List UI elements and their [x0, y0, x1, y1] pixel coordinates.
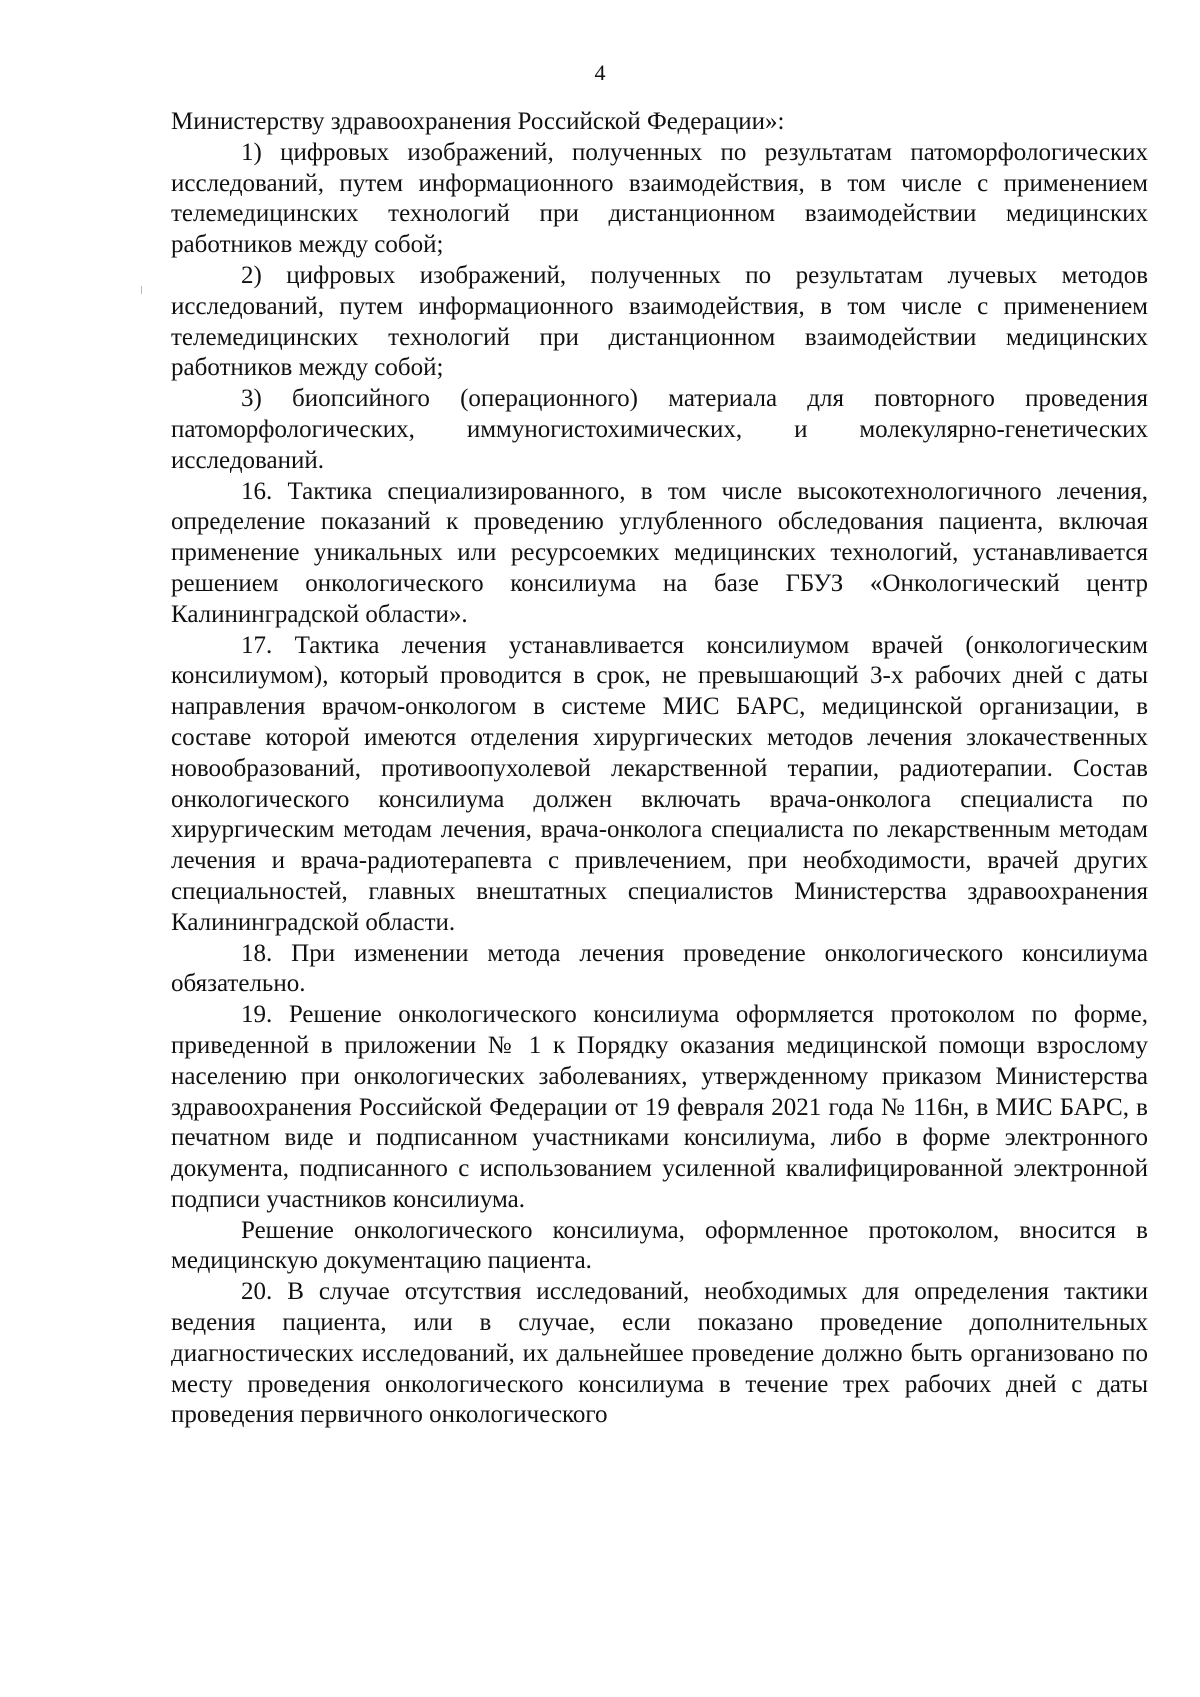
clause-20: 20. В случае отсутствия исследований, необходимых для определения тактики ведения пациента, или в случае, если показано проведение дополнительных диагностических исследований, их дальнейшее проведение должно быть организовано по месту проведения онкологического консилиума в течение трех рабочих дней с даты проведения первичного онкологического [171, 1278, 1148, 1429]
clause-19-decision-note: Решение онкологического консилиума, оформленное протоколом, вносится в медицинскую документацию пациента. [171, 1216, 1148, 1275]
list-item-2-radiology-images: 2) цифровых изображений, полученных по результатам лучевых методов исследований, путем информационного взаимодействия, в том числе с применением телемедицинских технологий при дистанционном взаимодействии медицинских работников между собой; [171, 261, 1148, 382]
document-body [171, 107, 1148, 1431]
clause-18: 18. При изменении метода лечения проведение онкологического консилиума обязательно. [171, 939, 1148, 998]
clause-17: 17. Тактика лечения устанавливается консилиумом врачей (онкологическим консилиумом), который проводится в срок, не превышающий 3-х рабочих дней с даты направления врачом-онкологом в системе МИС БАРС, медицинской организации, в составе которой имеются отделения хирургических методов лечения злокачественных новообразований, противоопухолевой лекарственной терапии, радиотерапии. Состав онкологического консилиума должен включать врача-онколога специалиста по хирургическим методам лечения, врача-онколога специалиста по лекарственным методам лечения и врача-радиотерапевта с привлечением, при необходимости, врачей других специальностей, главных внештатных специалистов Министерства здравоохранения Калининградской области. [171, 631, 1148, 936]
list-item-1-pathomorphology-images: 1) цифровых изображений, полученных по результатам патоморфологических исследований, путем информационного взаимодействия, в том числе с применением телемедицинских технологий при дистанционном взаимодействии медицинских работников между собой; [171, 138, 1148, 259]
page-number: 4 [594, 60, 606, 85]
clause-16: 16. Тактика специализированного, в том числе высокотехнологичного лечения, определение показаний к проведению углубленного обследования пациента, включая применение уникальных или ресурсоемких медицинских технологий, устанавливается решением онкологического консилиума на базе ГБУЗ «Онкологический центр Калининградской области». [171, 477, 1148, 628]
clause-19: 19. Решение онкологического консилиума оформляется протоколом по форме, приведенной в приложении № 1 к Порядку оказания медицинской помощи взрослому населению при онкологических заболеваниях, утвержденному приказом Министерства здравоохранения Российской Федерации от 19 февраля 2021 года № 116н, в МИС БАРС, в печатном виде и подписанном участниками консилиума, либо в форме электронного документа, подписанного с использованием усиленной квалифицированной электронной подписи участников консилиума. [171, 1001, 1148, 1213]
list-item-3-biopsy-material: 3) биопсийного (операционного) материала для повторного проведения патоморфологических, иммуногистохимических, и молекулярно-генетических исследований. [171, 385, 1148, 474]
scan-artifact [141, 286, 142, 294]
paragraph-continuation: Министерству здравоохранения Российской Федерации»: [171, 108, 785, 135]
